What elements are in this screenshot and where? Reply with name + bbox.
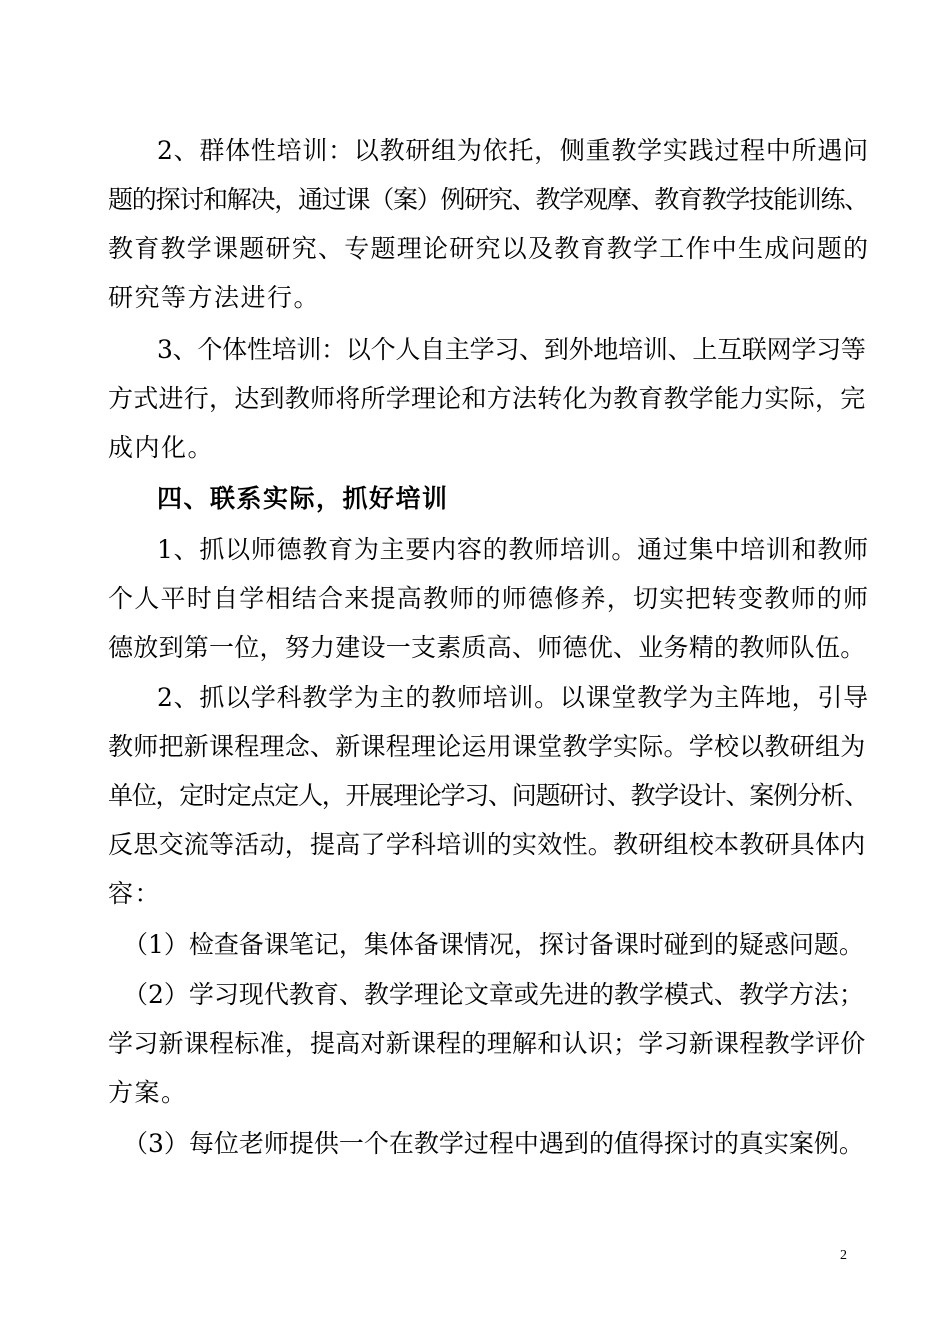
paragraph-line: 教师把新课程理念、新课程理论运用课堂教学实际。学校以教研组为: [108, 732, 866, 761]
list-item: （2）学习现代教育、教学理论文章或先进的教学模式、教学方法；: [123, 980, 864, 1009]
list-item: （3）每位老师提供一个在教学过程中遇到的值得探讨的真实案例。: [123, 1129, 864, 1158]
paragraph-line: 方案。: [108, 1078, 188, 1107]
paragraph-line: 3、个体性培训：以个人自主学习、到外地培训、上互联网学习等: [157, 335, 866, 364]
paragraph-line: 成内化。: [108, 433, 215, 462]
page-number: 2: [840, 1248, 847, 1263]
paragraph-line: 学习新课程标准，提高对新课程的理解和认识；学习新课程教学评价: [108, 1029, 866, 1058]
paragraph-line: 1、抓以师德教育为主要内容的教师培训。通过集中培训和教师: [157, 535, 869, 564]
paragraph-line: 反思交流等活动，提高了学科培训的实效性。教研组校本教研具体内: [108, 830, 866, 859]
paragraph-line: 单位，定时定点定人，开展理论学习、问题研讨、教学设计、案例分析、: [108, 781, 869, 810]
paragraph-line: 2、抓以学科教学为主的教师培训。以课堂教学为主阵地，引导: [157, 683, 869, 712]
section-heading: 四、联系实际，抓好培训: [157, 484, 449, 513]
paragraph-line: 方式进行，达到教师将所学理论和方法转化为教育教学能力实际，完: [108, 384, 866, 413]
paragraph-line: 个人平时自学相结合来提高教师的师德修养，切实把转变教师的师: [108, 584, 870, 613]
paragraph-line: 题的探讨和解决，通过课（案）例研究、教学观摩、教育教学技能训练、: [108, 185, 869, 214]
paragraph-line: 研究等方法进行。: [108, 283, 321, 312]
paragraph-line: 2、群体性培训：以教研组为依托，侧重教学实践过程中所遇问: [157, 136, 869, 165]
paragraph-line: 德放到第一位，努力建设一支素质高、师德优、业务精的教师队伍。: [108, 633, 866, 662]
paragraph-line: 教育教学课题研究、专题理论研究以及教育教学工作中生成问题的: [108, 234, 870, 263]
paragraph-line: 容：: [108, 879, 162, 908]
list-item: （1）检查备课笔记，集体备课情况，探讨备课时碰到的疑惑问题。: [123, 930, 864, 959]
